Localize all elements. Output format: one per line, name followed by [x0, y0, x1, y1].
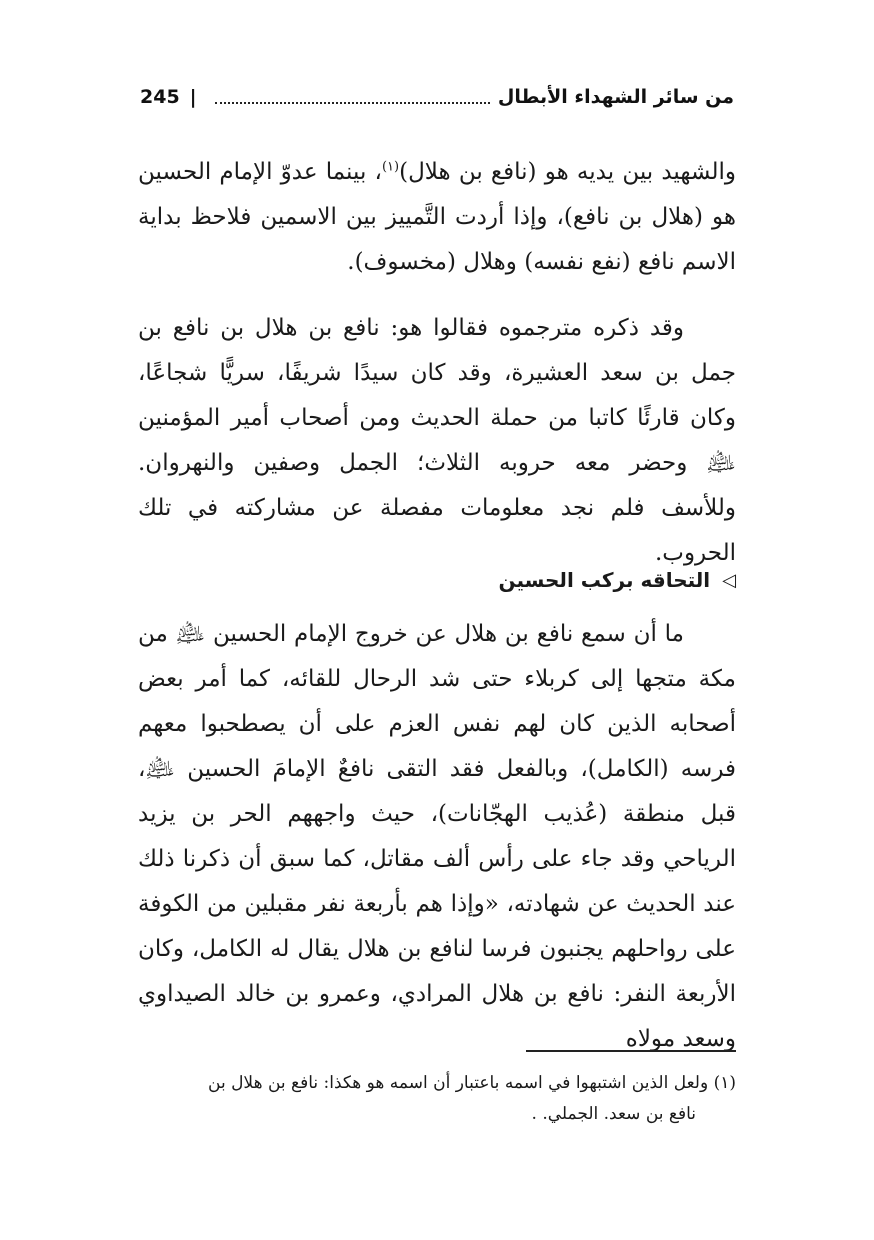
page-number: 245 — [140, 86, 180, 108]
footnote-divider — [526, 1050, 736, 1052]
footnote-reference: (١) — [381, 159, 400, 175]
paragraph-biography — [138, 306, 736, 576]
header-separator: | — [189, 86, 197, 108]
leader-dots — [215, 86, 490, 104]
paragraph-intro-text-b: ، بينما عدوّ الإمام الحسين هو (هلال بن نافع)، وإذا أردت التَّمييز بين الاسمين فلاحظ بداية الاسم نافع (نفع نفسه) وهلال (مخسوف). — [138, 159, 736, 275]
running-header — [140, 80, 734, 114]
paragraph-biography-text: وقد ذكره مترجموه فقالوا هو: نافع بن هلال بن نافع بن جمل بن سعد العشيرة، وقد كان سيدًا شريفًا، سريًّا شجاعًا، وكان قارئًا كاتبا من حملة الحديث ومن أصحاب أمير المؤمنين ﵇ وحضر معه حروبه الثلاث؛ الجمل وصفين والنهروان. وللأسف فلم نجد معلومات مفصلة عن مشاركته في تلك الحروب. — [138, 315, 736, 566]
footnote — [138, 1068, 736, 1130]
section-heading — [138, 562, 736, 598]
paragraph-joining-text: ما أن سمع نافع بن هلال عن خروج الإمام الحسين ﵇ من مكة متجها إلى كربلاء حتى شد الرحال للقائه، كما أمر بعض أصحابه الذين كان لهم نفس العزم على أن يصطحبوا معهم فرسه (الكامل)، وبالفعل فقد التقى نافعٌ الإمامَ الحسين ﵇، قبل منطقة (عُذيب الهجّانات)، حيث واجههم الحر بن يزيد الرياحي وقد جاء على رأس ألف مقاتل، كما سبق أن ذكرنا ذلك عند الحديث عن شهادته، «وإذا هم بأربعة نفر مقبلين من الكوفة على رواحلهم يجنبون فرسا لنافع بن هلال يقال له الكامل، وكان الأربعة النفر: نافع بن هلال المرادي، وعمرو بن خالد الصيداوي وسعد مولاه — [138, 621, 736, 1052]
footnote-continuation: نافع بن سعد. الجملي. . — [531, 1104, 696, 1124]
paragraph-joining — [138, 612, 736, 1062]
footnote-text: ولعل الذين اشتبهوا في اسمه باعتبار أن اسمه هو هكذا: نافع بن هلال بن — [208, 1073, 709, 1093]
paragraph-intro-text-a: والشهيد بين يديه هو (نافع بن هلال) — [399, 159, 736, 185]
section-heading-title: التحاقه بركب الحسين — [498, 568, 711, 592]
footnote-number: (١) — [713, 1073, 736, 1093]
paragraph-intro — [138, 150, 736, 285]
running-header-title: من سائر الشهداء الأبطال — [497, 86, 734, 108]
triangle-marker-icon: ◁ — [722, 569, 736, 591]
